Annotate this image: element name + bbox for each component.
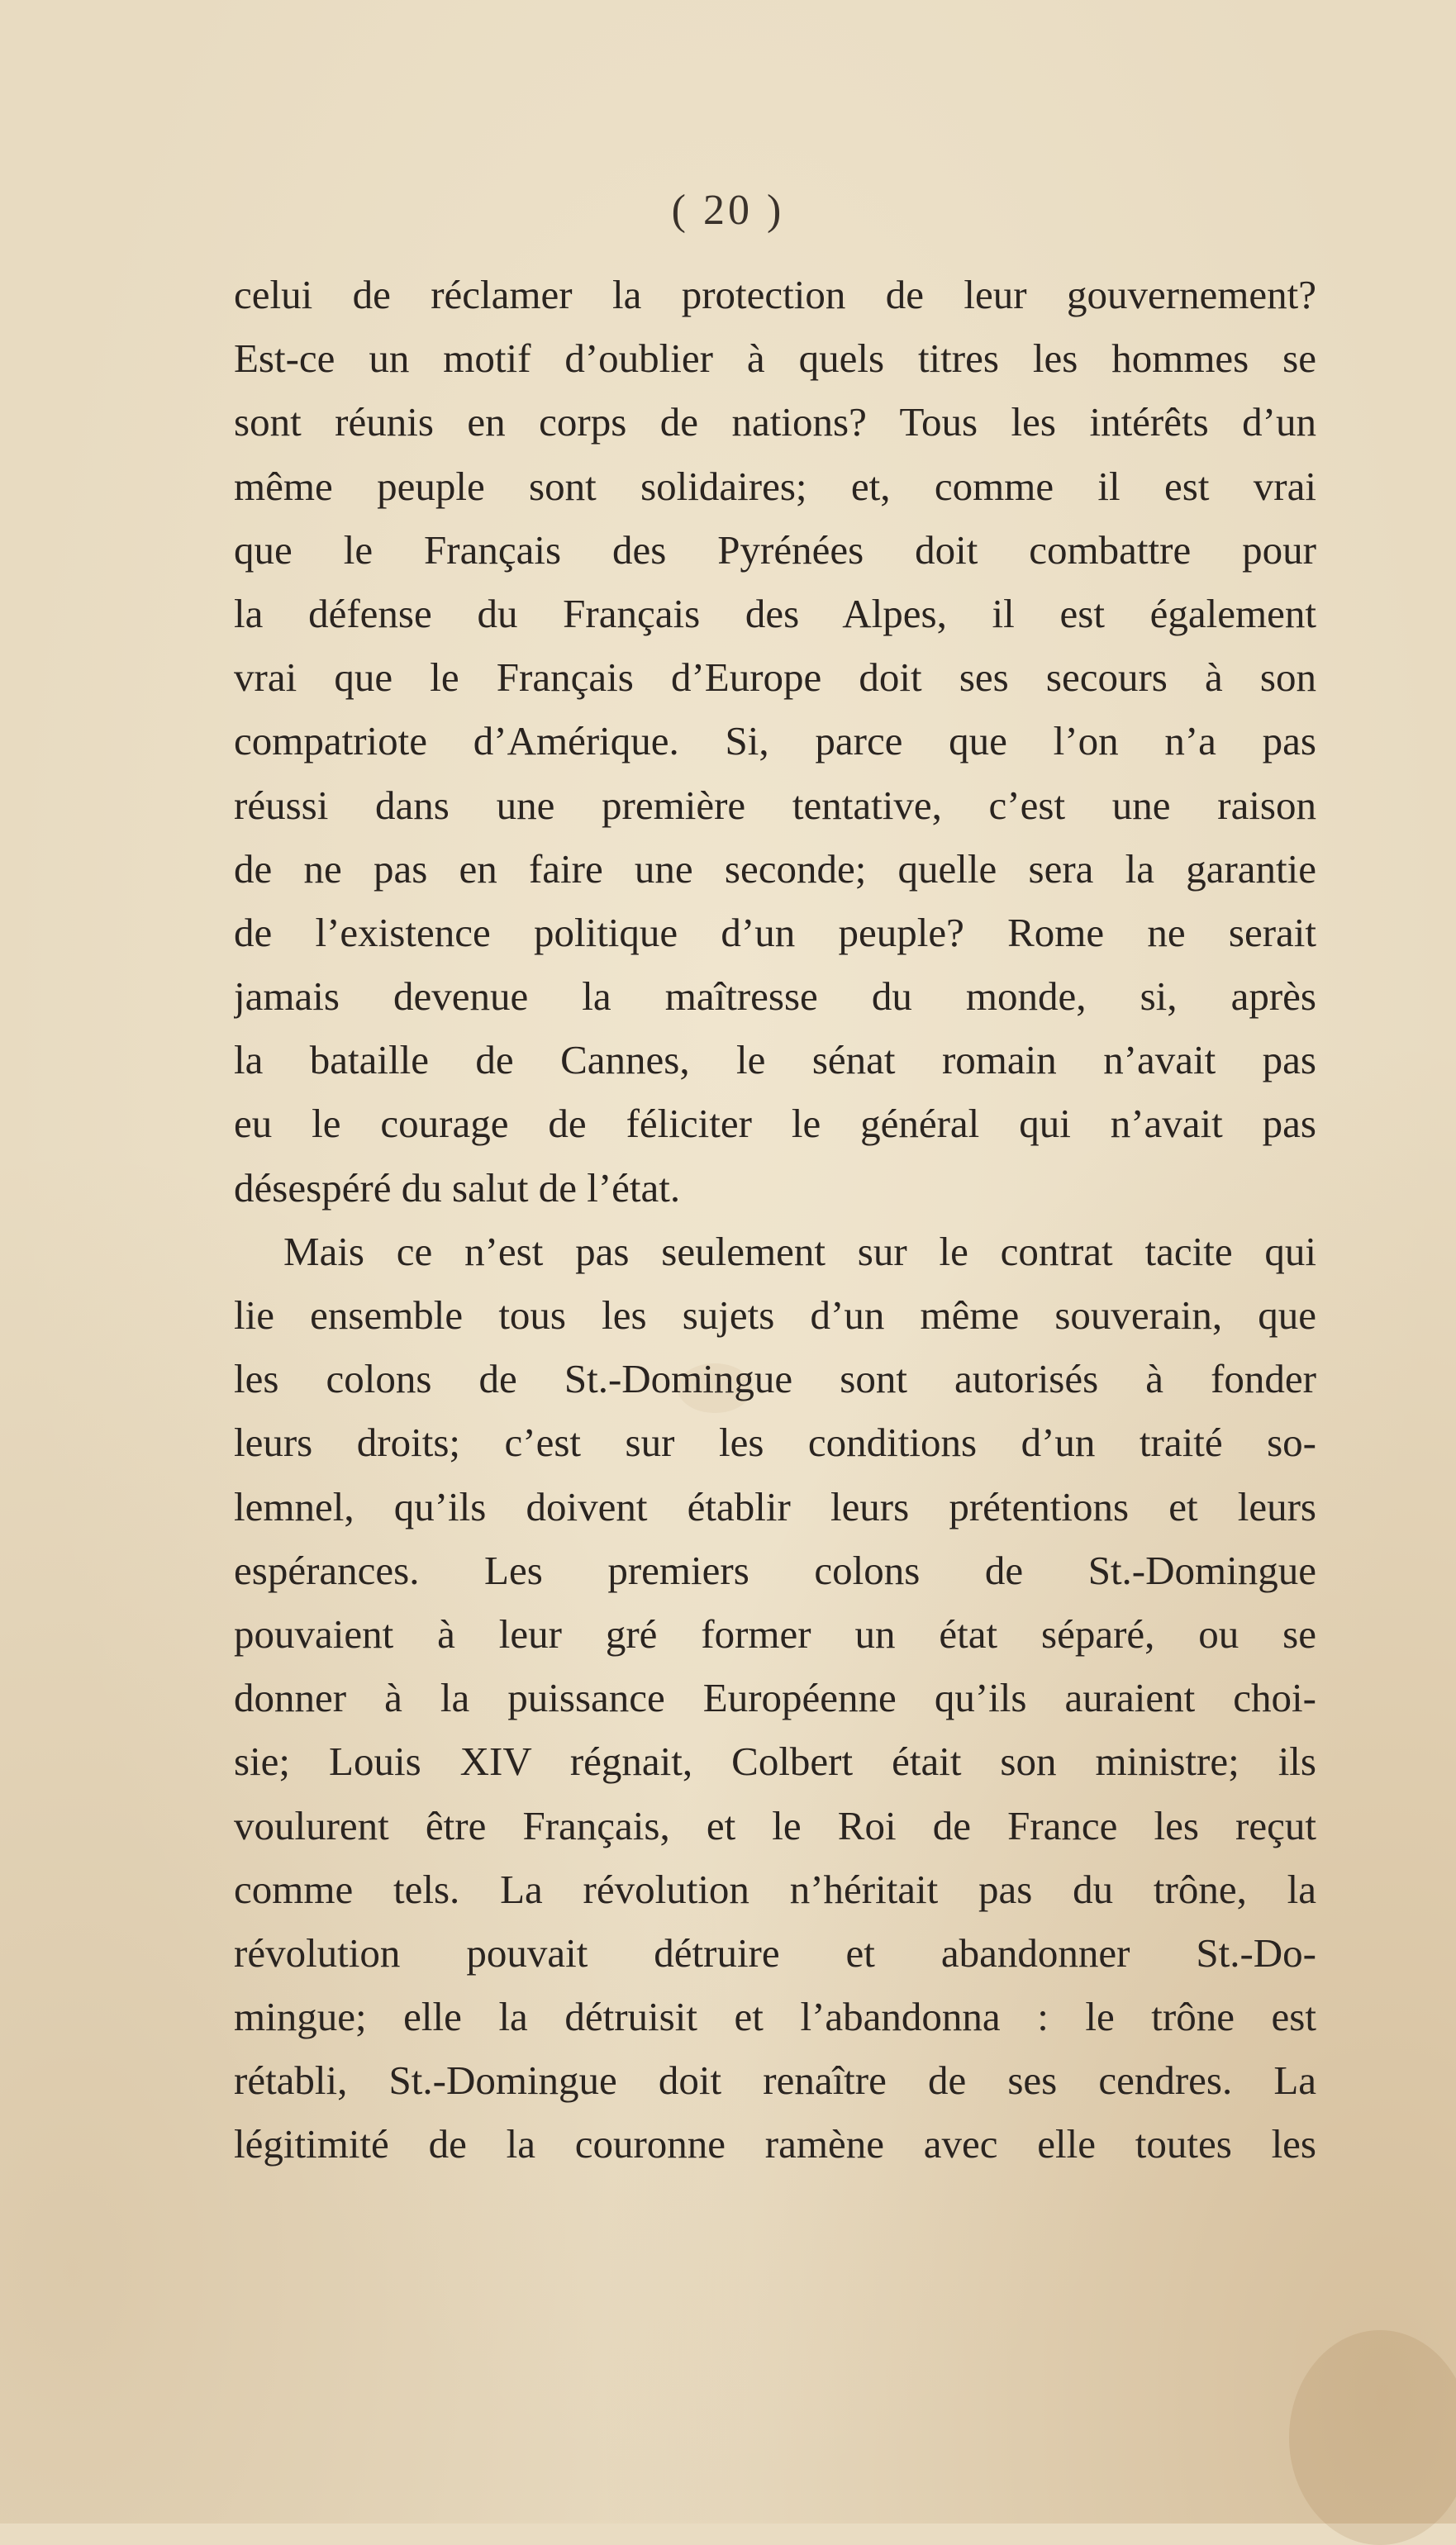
paper-stain: [1289, 2330, 1456, 2545]
text-line: donner à la puissance Européenne qu’ils auraient choi-: [234, 1675, 1316, 1721]
text-line: de ne pas en faire une seconde; quelle sera la garantie: [234, 845, 1316, 892]
text-line: de l’existence politique d’un peuple? Rome ne serait: [234, 909, 1316, 955]
text-line: révolution pouvait détruire et abandonner St.-Do-: [234, 1929, 1316, 1976]
text-line: légitimité de la couronne ramène avec elle toutes les: [234, 2121, 1316, 2167]
text-line: pouvaient à leur gré former un état séparé, ou se: [234, 1610, 1316, 1657]
text-line: sie; Louis XIV régnait, Colbert était son ministre; ils: [234, 1739, 1316, 1785]
text-line: comme tels. La révolution n’héritait pas du trône, la: [234, 1866, 1316, 1912]
text-line: réussi dans une première tentative, c’est une raison: [234, 782, 1316, 828]
text-line: Mais ce n’est pas seulement sur le contrat tacite qui: [283, 1228, 1316, 1274]
text-line: celui de réclamer la protection de leur gouvernement?: [234, 272, 1316, 317]
text-line: Est-ce un motif d’oublier à quels titres les hommes se: [234, 335, 1316, 382]
text-line: que le Français des Pyrénées doit combattre pour: [234, 526, 1316, 573]
text-line: la bataille de Cannes, le sénat romain n’avait pas: [234, 1037, 1316, 1083]
page-number: ( 20 ): [671, 187, 785, 234]
text-line: voulurent être Français, et le Roi de France les reçut: [234, 1802, 1316, 1848]
text-line: lemnel, qu’ils doivent établir leurs prétentions et leurs: [234, 1483, 1316, 1529]
text-line: lie ensemble tous les sujets d’un même souverain, que: [234, 1292, 1316, 1338]
text-line: même peuple sont solidaires; et, comme il est vrai: [234, 463, 1316, 509]
text-line: désespéré du salut de l’état.: [234, 1164, 681, 1211]
text-line: mingue; elle la détruisit et l’abandonna : le trône est: [234, 1994, 1316, 2040]
text-line: la défense du Français des Alpes, il est également: [234, 590, 1316, 636]
text-line: vrai que le Français d’Europe doit ses secours à son: [234, 654, 1316, 701]
body-text: [234, 263, 1316, 2176]
text-line: eu le courage de féliciter le général qui n’avait pas: [234, 1101, 1316, 1147]
text-line: sont réunis en corps de nations? Tous les intérêts d’un: [234, 399, 1316, 445]
text-line: les colons de St.-Domingue sont autorisés à fonder: [234, 1356, 1316, 1402]
text-line: leurs droits; c’est sur les conditions d’un traité so-: [234, 1420, 1316, 1466]
text-line: jamais devenue la maîtresse du monde, si, après: [234, 973, 1316, 1020]
text-line: espérances. Les premiers colons de St.-Domingue: [234, 1547, 1316, 1593]
text-line: rétabli, St.-Domingue doit renaître de ses cendres. La: [234, 2057, 1316, 2104]
text-line: compatriote d’Amérique. Si, parce que l’on n’a pas: [234, 718, 1316, 764]
